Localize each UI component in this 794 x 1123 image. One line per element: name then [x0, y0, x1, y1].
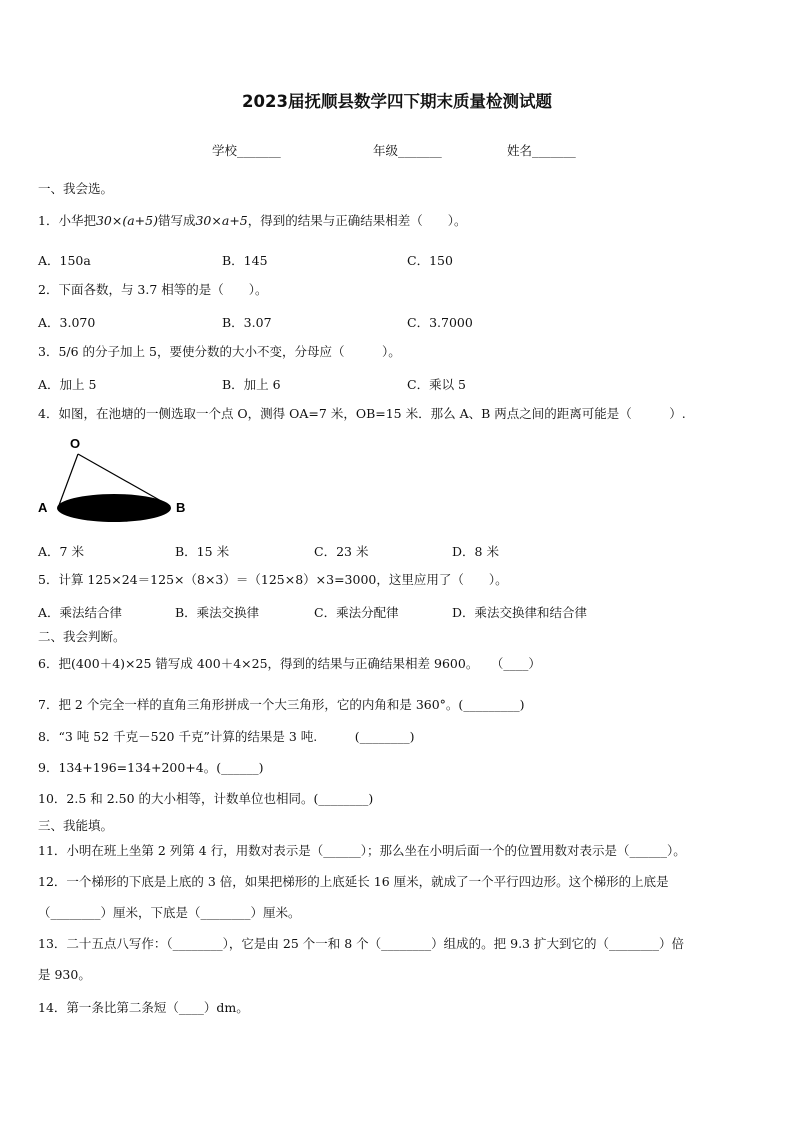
- point-b-label: B: [176, 500, 186, 515]
- q1-mid: 错写成: [157, 213, 196, 228]
- q3-option-c: C．乘以 5: [407, 377, 466, 392]
- question-13-line1: 13．二十五点八写作：（________），它是由 25 个一和 8 个（________）组成的。把 9.3 扩大到它的（________）倍: [38, 936, 684, 951]
- q1-option-b: B．145: [222, 253, 268, 268]
- section-heading-fill: 三、我能填。: [38, 818, 114, 833]
- point-o-label: O: [70, 436, 81, 451]
- q2-option-c: C．3.7000: [407, 315, 473, 330]
- question-1: [38, 213, 467, 229]
- q4-option-b: B．15 米: [175, 544, 230, 559]
- question-11: 11．小明在班上坐第 2 列第 4 行，用数对表示是（______）；那么坐在小明后面一个的位置用数对表示是（______）。: [38, 843, 686, 858]
- question-14: 14．第一条比第二条短（____）dm。: [38, 1000, 249, 1015]
- page-title: 2023届抚顺县数学四下期末质量检测试题: [242, 92, 552, 111]
- question-12-line2: （________）厘米，下底是（________）厘米。: [38, 905, 301, 920]
- school-field: 学校_______: [212, 143, 281, 158]
- section-heading-judge: 二、我会判断。: [38, 629, 126, 644]
- question-7: 7．把 2 个完全一样的直角三角形拼成一个大三角形，它的内角和是 360°。(_________): [38, 697, 525, 712]
- q5-option-a: A．乘法结合律: [38, 605, 123, 620]
- point-a-label: A: [38, 500, 48, 515]
- question-12-line1: 12．一个梯形的下底是上底的 3 倍，如果把梯形的上底延长 16 厘米，就成了一个平行四边形。这个梯形的上底是: [38, 874, 669, 889]
- q4-option-a: A．7 米: [38, 544, 84, 559]
- q1-pre: 1．小华把: [38, 213, 96, 228]
- question-8: 8．“3 吨 52 千克－520 千克”计算的结果是 3 吨. (________): [38, 729, 415, 744]
- question-5: 5．计算 125×24＝125×（8×3）＝（125×8）×3=3000，这里应用了（ ）。: [38, 572, 508, 587]
- question-10: 10．2.5 和 2.50 的大小相等，计数单位也相同。(________): [38, 791, 374, 806]
- q1-expression-wrong: 30×a+5: [195, 213, 248, 228]
- q2-option-a: A．3.070: [38, 315, 96, 330]
- q1-expression-correct: 30×(a+5): [95, 213, 158, 228]
- section-heading-choice: 一、我会选。: [38, 181, 114, 196]
- pond-shape: [57, 494, 171, 522]
- q1-option-a: A．150a: [38, 253, 91, 268]
- question-4: 4．如图，在池塘的一侧选取一个点 O，测得 OA=7 米，OB=15 米．那么 A、B 两点之间的距离可能是（ ）.: [38, 406, 686, 421]
- q5-option-c: C．乘法分配律: [314, 605, 399, 620]
- q2-option-b: B．3.07: [222, 315, 272, 330]
- question-2: 2．下面各数，与 3.7 相等的是（ ）。: [38, 282, 268, 297]
- q1-option-c: C．150: [407, 253, 453, 268]
- pond-figure: [30, 432, 200, 524]
- question-9: 9．134+196=134+200+4。(______): [38, 760, 264, 775]
- q3-option-a: A．加上 5: [38, 377, 97, 392]
- question-13-line2: 是 930。: [38, 967, 91, 982]
- name-field: 姓名_______: [507, 143, 576, 158]
- q4-option-c: C．23 米: [314, 544, 369, 559]
- question-3: 3．5/6 的分子加上 5，要使分数的大小不变，分母应（ ）。: [38, 344, 401, 359]
- q4-option-d: D．8 米: [452, 544, 499, 559]
- q5-option-d: D．乘法交换律和结合律: [452, 605, 588, 620]
- q3-option-b: B．加上 6: [222, 377, 281, 392]
- q5-option-b: B．乘法交换律: [175, 605, 260, 620]
- question-6: 6．把(400＋4)×25 错写成 400＋4×25，得到的结果与正确结果相差 9600。 （____）: [38, 656, 541, 671]
- grade-field: 年级_______: [373, 143, 442, 158]
- q1-post: ，得到的结果与正确结果相差（ ）。: [247, 213, 467, 228]
